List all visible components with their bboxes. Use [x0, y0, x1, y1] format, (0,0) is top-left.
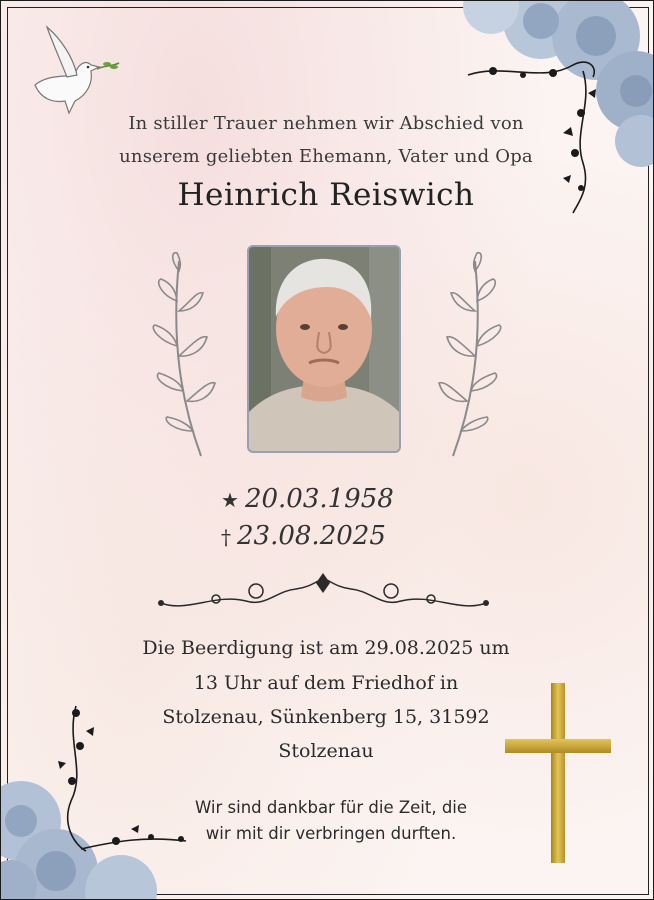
intro-line-2: unserem geliebten Ehemann, Vater und Opa: [119, 146, 533, 167]
death-date: 23.08.2025: [237, 521, 386, 551]
funeral-line-3: Stolzenau, Sünkenberg 15, 31592: [162, 706, 490, 728]
flourish-divider-icon: [156, 573, 491, 615]
thanks-line-2: wir mit dir verbringen durften.: [205, 824, 457, 843]
death-date-row: [221, 521, 481, 551]
dagger-icon: †: [221, 525, 231, 549]
portrait-photo: [247, 245, 401, 453]
funeral-line-1: Die Beerdigung ist am 29.08.2025 um: [142, 637, 510, 659]
birth-date-row: [221, 484, 481, 514]
funeral-line-2: 13 Uhr auf dem Friedhof in: [193, 672, 459, 694]
dove-icon: [27, 25, 122, 117]
intro-line-1: In stiller Trauer nehmen wir Abschied von: [128, 113, 524, 134]
deceased-name: Heinrich Reiswich: [177, 177, 475, 213]
laurel-branch-left-icon: [141, 251, 221, 461]
star-icon: ★: [221, 488, 239, 512]
thanks-line-1: Wir sind dankbar für die Zeit, die: [194, 798, 468, 817]
funeral-line-4: Stolzenau: [278, 740, 374, 762]
laurel-branch-right-icon: [433, 251, 513, 461]
birth-date: 20.03.1958: [244, 484, 394, 514]
portrait-image: [249, 247, 399, 451]
